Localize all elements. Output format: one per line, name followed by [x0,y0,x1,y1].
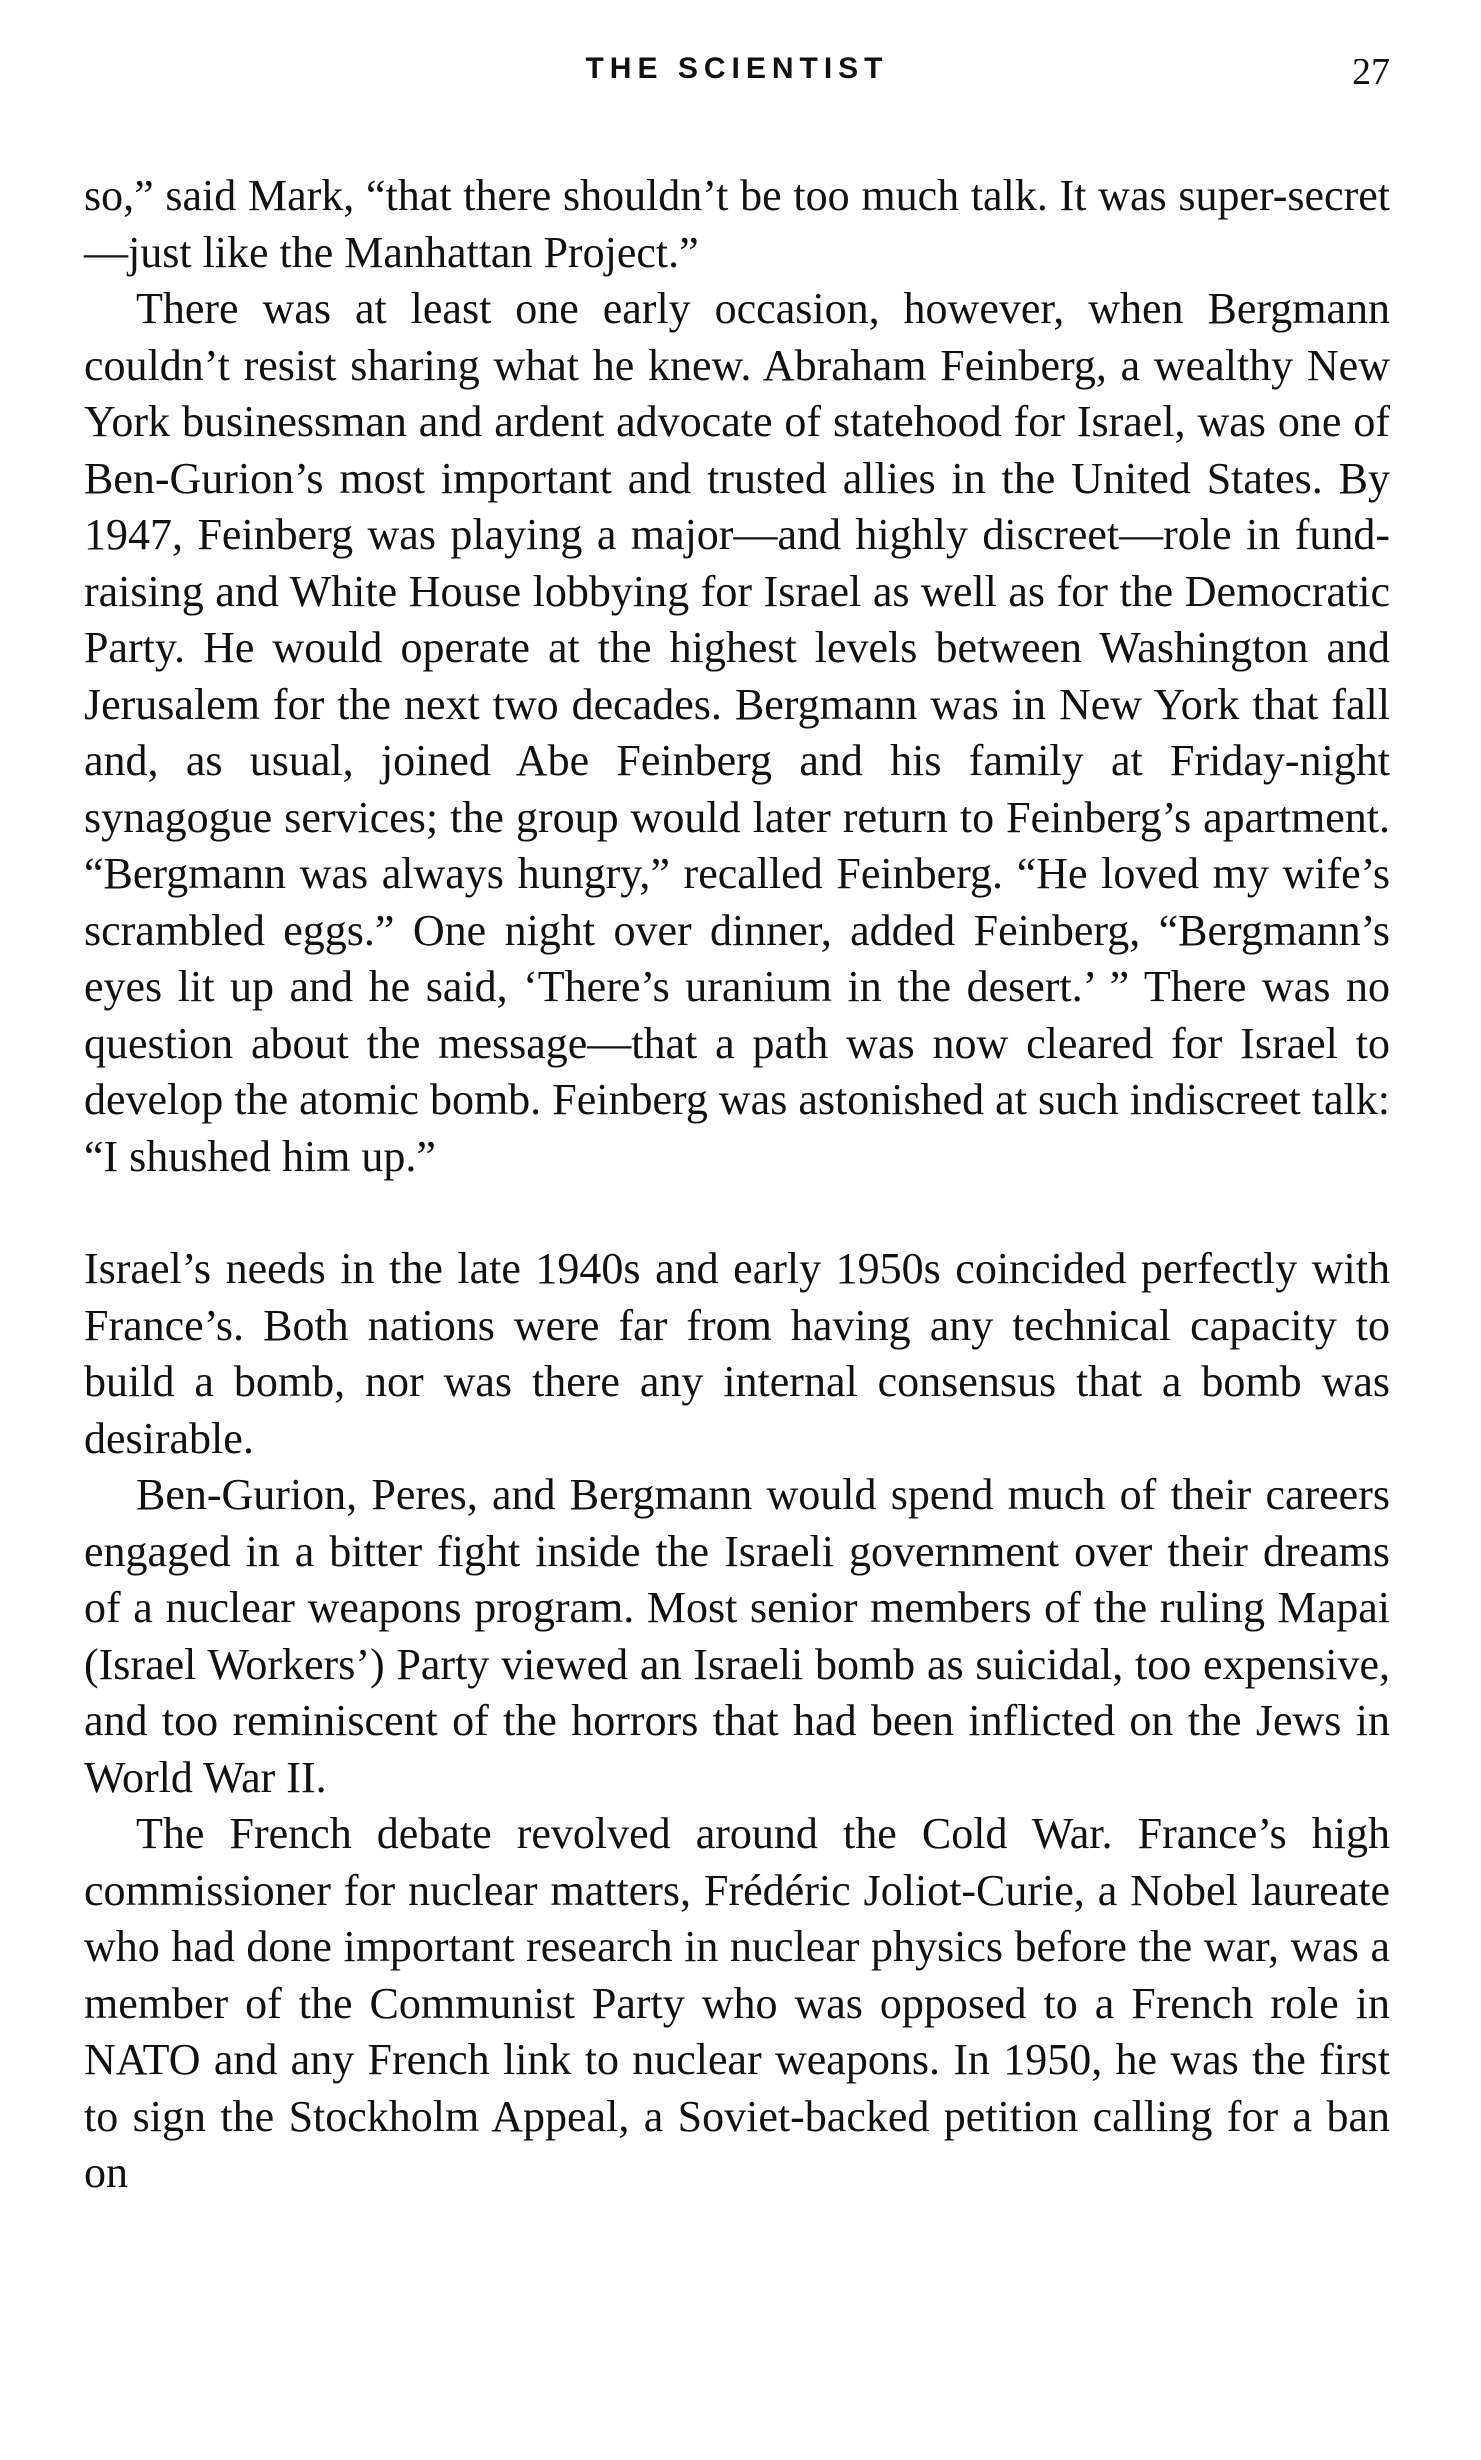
page-header [84,52,1390,112]
page-number: 27 [1352,51,1390,93]
paragraph-french-debate: The French debate revolved around the Cold War. France’s high commissioner for nuclear matters, Frédéric Joliot-Curie, a Nobel laureate who had done important research in nuclear physics before the war, was a member of the Communist Party who was opposed to a French role in NATO and any French link to nuclear weapons. In 1950, he was the first to sign the Stockholm Appeal, a Soviet-backed petition calling for a ban on [84,1809,1390,2197]
section-break [84,1185,1390,1241]
paragraph-ben-gurion: Ben-Gurion, Peres, and Bergmann would spend much of their careers engaged in a bitter fight inside the Israeli government over their dreams of a nuclear weapons program. Most senior members of the ruling Mapai (Israel Workers’) Party viewed an Israeli bomb as suicidal, too expensive, and too reminiscent of the horrors that had been inflicted on the Jews in World War II. [84,1470,1390,1802]
paragraph-israel-france: Israel’s needs in the late 1940s and early 1950s coincided perfectly with France’s. Both nations were far from having any technical capacity to build a bomb, nor was there any internal consensus that a bomb was desirable. [84,1244,1390,1463]
paragraph-feinberg: There was at least one early occasion, however, when Bergmann couldn’t resist sharing what he knew. Abraham Feinberg, a wealthy New York businessman and ardent advocate of statehood for Israel, was one of Ben-Gurion’s most important and trusted allies in the United States. By 1947, Feinberg was playing a major—and highly discreet—role in fund-raising and White House lobbying for Israel as well as for the Democratic Party. He would operate at the highest levels between Washington and Jerusalem for the next two decades. Bergmann was in New York that fall and, as usual, joined Abe Feinberg and his family at Friday-night synagogue services; the group would later return to Feinberg’s apartment. “Bergmann was always hungry,” recalled Feinberg. “He loved my wife’s scrambled eggs.” One night over dinner, added Feinberg, “Bergmann’s eyes lit up and he said, ‘There’s uranium in the desert.’ ” There was no question about the message—that a path was now cleared for Israel to develop the atomic bomb. Feinberg was astonished at such indiscreet talk: “I shushed him up.” [84,284,1390,1181]
body-text [84,168,1390,2202]
running-head: THE SCIENTIST [585,52,889,85]
paragraph-continued: so,” said Mark, “that there shouldn’t be too much talk. It was super-secret—just like the Manhattan Project.” [84,171,1390,277]
